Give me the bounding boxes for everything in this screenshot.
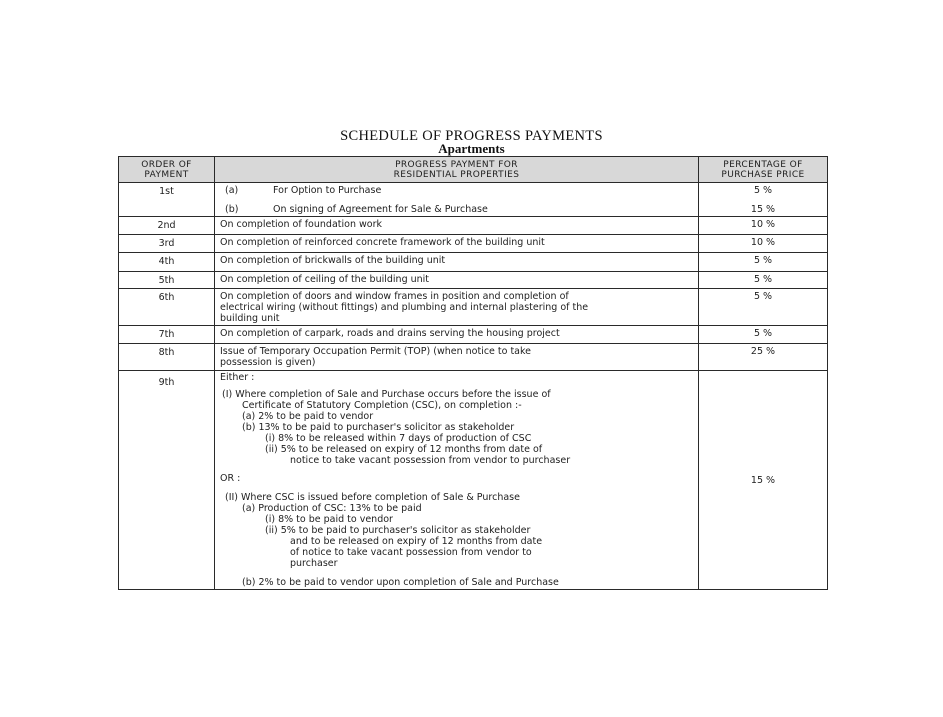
- payment-cell: On completion of foundation work: [215, 217, 699, 235]
- percentage-value: 5 %: [753, 185, 773, 196]
- payment-cell: On completion of ceiling of the building unit: [215, 272, 699, 289]
- header-payment-line-2: RESIDENTIAL PROPERTIES: [393, 169, 520, 180]
- payment-text-line: Issue of Temporary Occupation Permit (TOP) (when notice to take: [220, 346, 532, 357]
- payment-text-line: Certificate of Statutory Completion (CSC), on completion :-: [242, 400, 522, 411]
- order-cell: 2nd: [119, 217, 215, 235]
- payment-text-line: (I) Where completion of Sale and Purchase occurs before the issue of: [222, 389, 551, 400]
- order-cell: 1st: [119, 183, 215, 217]
- header-order-line-1: ORDER OF: [141, 159, 192, 170]
- order-cell: 9th: [119, 371, 215, 590]
- order-cell: 6th: [119, 289, 215, 326]
- payment-text-line: notice to take vacant possession from vendor to purchaser: [290, 455, 571, 466]
- payment-cell: [215, 344, 699, 371]
- sub-item-text: For Option to Purchase: [273, 185, 382, 196]
- payment-text-line: (i) 8% to be paid to vendor: [265, 514, 393, 525]
- percentage-cell: 10 %: [699, 217, 828, 235]
- sub-item-label: (b): [225, 204, 239, 215]
- header-pct-line-1: PERCENTAGE OF: [723, 159, 803, 170]
- percentage-cell: 25 %: [699, 344, 828, 371]
- payment-text-line: (II) Where CSC is issued before completion of Sale & Purchase: [225, 492, 520, 503]
- table-row-1st: [119, 183, 828, 217]
- table-row-7th: [119, 326, 828, 344]
- sub-item-text: On signing of Agreement for Sale & Purchase: [273, 204, 488, 215]
- order-cell: 8th: [119, 344, 215, 371]
- table-row-6th: [119, 289, 828, 326]
- table-row-4th: [119, 253, 828, 272]
- percentage-value: 15 %: [750, 204, 776, 215]
- percentage-cell: 5 %: [699, 272, 828, 289]
- header-order-of-payment: [119, 157, 215, 183]
- header-row: [119, 157, 828, 183]
- progress-payment-table: [118, 156, 828, 590]
- payment-text-line: Either :: [220, 372, 255, 383]
- percentage-cell: 5 %: [699, 289, 828, 326]
- header-order-line-2: PAYMENT: [144, 169, 189, 180]
- sub-item-a: [220, 185, 694, 196]
- document-subtitle: Apartments: [438, 141, 505, 156]
- header-progress-payment: [215, 157, 699, 183]
- payment-text-line: OR :: [220, 473, 241, 484]
- payment-cell: [215, 289, 699, 326]
- percentage-cell: 10 %: [699, 235, 828, 253]
- payment-text-line: possession is given): [220, 357, 316, 368]
- payment-text-line: (i) 8% to be released within 7 days of production of CSC: [265, 433, 532, 444]
- payment-text-line: (b) 13% to be paid to purchaser's solicitor as stakeholder: [242, 422, 515, 433]
- payment-text-line: and to be released on expiry of 12 months from date: [290, 536, 543, 547]
- percentage-cell: 5 %: [699, 326, 828, 344]
- sub-item-b: [220, 204, 694, 215]
- payment-text-line: building unit: [220, 313, 280, 324]
- document-title: SCHEDULE OF PROGRESS PAYMENTS: [340, 128, 603, 144]
- payment-cell: [215, 371, 699, 590]
- table-row-2nd: [119, 217, 828, 235]
- table-row-5th: [119, 272, 828, 289]
- header-percentage: [699, 157, 828, 183]
- order-cell: 4th: [119, 253, 215, 272]
- percentage-cell: [699, 183, 828, 217]
- header-pct-line-2: PURCHASE PRICE: [721, 169, 805, 180]
- payment-cell: On completion of brickwalls of the building unit: [215, 253, 699, 272]
- payment-text-line: (a) Production of CSC: 13% to be paid: [242, 503, 422, 514]
- header-payment-line-1: PROGRESS PAYMENT FOR: [395, 159, 518, 170]
- payment-text-line: (b) 2% to be paid to vendor upon completion of Sale and Purchase: [242, 577, 559, 588]
- payment-text-line: purchaser: [290, 558, 338, 569]
- table-row-9th: [119, 371, 828, 590]
- payment-text-line: of notice to take vacant possession from vendor to: [290, 547, 532, 558]
- payment-cell: [215, 183, 699, 217]
- payment-cell: On completion of reinforced concrete framework of the building unit: [215, 235, 699, 253]
- order-cell: 3rd: [119, 235, 215, 253]
- payment-text-line: (a) 2% to be paid to vendor: [242, 411, 374, 422]
- percentage-cell: 15 %: [699, 371, 828, 590]
- table-row-8th: [119, 344, 828, 371]
- sub-item-label: (a): [225, 185, 239, 196]
- order-cell: 5th: [119, 272, 215, 289]
- payment-text-line: (ii) 5% to be paid to purchaser's solicitor as stakeholder: [265, 525, 531, 536]
- table-row-3rd: [119, 235, 828, 253]
- payment-text-line: electrical wiring (without fittings) and plumbing and internal plastering of the: [220, 302, 589, 313]
- payment-cell: On completion of carpark, roads and drains serving the housing project: [215, 326, 699, 344]
- payment-text-line: On completion of doors and window frames in position and completion of: [220, 291, 569, 302]
- order-cell: 7th: [119, 326, 215, 344]
- payment-text-line: (ii) 5% to be released on expiry of 12 months from date of: [265, 444, 543, 455]
- percentage-cell: 5 %: [699, 253, 828, 272]
